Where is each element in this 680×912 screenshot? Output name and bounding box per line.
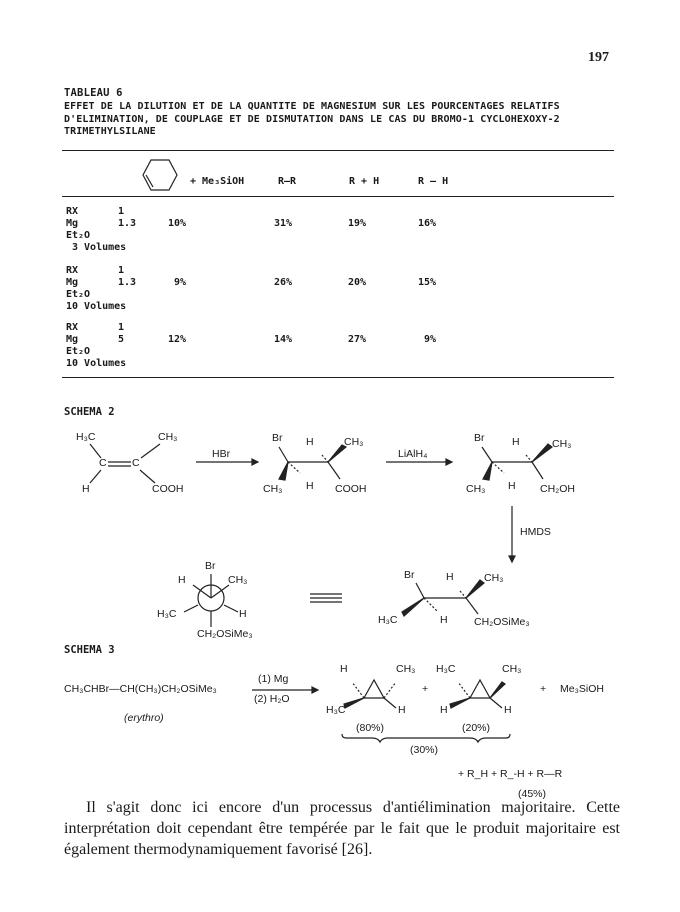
acid-h-top: H: [306, 436, 314, 448]
schema3-byproduct: Me₃SiOH: [560, 683, 604, 695]
alkene-h: H: [82, 483, 90, 495]
row-mg-label: Mg: [66, 218, 79, 229]
row-mg-value: 1.3: [118, 277, 137, 288]
trans-h-bottom: H: [398, 704, 406, 716]
row-r-plus-h: 20%: [348, 277, 367, 288]
newman-h-right: H: [239, 608, 247, 620]
row-volumes: 10 Volumes: [66, 301, 127, 312]
row-coupling: 31%: [274, 218, 293, 229]
reagent-lialh4: LiAlH₄: [398, 448, 428, 460]
alcohol-br: Br: [474, 432, 485, 444]
row-rx-value: 1: [118, 206, 125, 217]
newman-br: Br: [205, 560, 216, 572]
table-title: EFFET DE LA DILUTION ET DE LA QUANTITE DE MAGNESIUM SUR LES POURCENTAGES RELATIFS D'ELIMINATION, DE COUPLAGE ET DE DISMUTATION DANS LE CAS DU BROMO-1 CYCLOHEXOXY-2 TRIMETHYLSILANE: [64, 101, 560, 137]
cis-h-right: H: [504, 704, 512, 716]
schema3-plus-2: +: [540, 683, 547, 695]
alkene-h3c: H₃C: [76, 431, 96, 443]
ether-h-top: H: [446, 571, 454, 583]
alcohol-ch2oh: CH₂OH: [540, 483, 575, 495]
reagent-hbr: HBr: [212, 448, 231, 460]
row-mg-value: 1.3: [118, 218, 137, 229]
row-mg-label: Mg: [66, 277, 79, 288]
alcohol-h-bottom: H: [508, 480, 516, 492]
acid-cooh: COOH: [335, 483, 367, 495]
schema3-step1: (1) Mg: [258, 673, 289, 685]
alcohol-ch3: CH₃: [552, 438, 572, 450]
row-volumes: 10 Volumes: [66, 358, 127, 369]
row-coupling: 26%: [274, 277, 293, 288]
newman-ch3: CH₃: [228, 574, 248, 586]
yield-cyclopropanes: (30%): [410, 744, 439, 756]
acid-ch3-bottom: CH₃: [263, 483, 283, 495]
alkene-c2: C: [132, 457, 140, 469]
acid-br: Br: [272, 432, 283, 444]
row-rx-value: 1: [118, 322, 125, 333]
row-coupling: 14%: [274, 334, 293, 345]
row-elimination: 9%: [174, 277, 187, 288]
newman-h3c: H₃C: [157, 608, 177, 620]
row-rx-label: RX: [66, 265, 79, 276]
row-rx-label: RX: [66, 206, 79, 217]
header-r-minus-h: R — H: [418, 176, 449, 187]
header-coupling: R—R: [278, 176, 297, 187]
header-r-plus-h: R + H: [349, 176, 380, 187]
trans-h3c: H₃C: [326, 704, 346, 716]
trans-h-top: H: [340, 663, 348, 675]
ether-h-bottom: H: [440, 614, 448, 626]
yield-trans: (80%): [356, 722, 385, 734]
row-r-minus-h: 9%: [424, 334, 437, 345]
header-elimination: + Me₃SiOH: [190, 176, 245, 187]
reagent-hmds: HMDS: [520, 526, 551, 538]
row-rx-value: 1: [118, 265, 125, 276]
ether-h3c: H₃C: [378, 614, 398, 626]
cis-h-left: H: [440, 704, 448, 716]
alkene-cooh: COOH: [152, 483, 184, 495]
schema3-reactant: CH₃CHBr—CH(CH₃)CH₂OSiMe₃: [64, 683, 217, 695]
ether-ch2osime3: CH₂OSiMe₃: [474, 616, 530, 628]
row-solvent: Et₂O: [66, 346, 91, 357]
schema3-step2: (2) H₂O: [254, 693, 290, 705]
body-paragraph-text: Il s'agit donc ici encore d'un processus d'antiélimination majoritaire. Cette interprétation doit cependant être tempérée par le fait que le produit majoritaire est également thermodynamiquement favorisé [26].: [64, 799, 620, 858]
row-solvent: Et₂O: [66, 230, 91, 241]
row-r-minus-h: 16%: [418, 218, 437, 229]
yield-cis: (20%): [462, 722, 491, 734]
side-products: + R_H + R_-H + R—R: [458, 768, 563, 780]
row-elimination: 10%: [168, 218, 187, 229]
page-number: 197: [588, 50, 609, 65]
row-rx-label: RX: [66, 322, 79, 333]
row-volumes: 3 Volumes: [72, 242, 127, 253]
alcohol-ch3-bottom: CH₃: [466, 483, 486, 495]
alkene-c1: C: [99, 457, 107, 469]
schema2-label: SCHEMA 2: [64, 406, 115, 418]
row-mg-value: 5: [118, 334, 125, 345]
acid-ch3: CH₃: [344, 436, 364, 448]
row-solvent: Et₂O: [66, 289, 91, 300]
newman-ch2osime3: CH₂OSiMe₃: [197, 628, 253, 640]
schema3-reactant-note: (erythro): [124, 712, 164, 724]
alkene-ch3: CH₃: [158, 431, 178, 443]
row-elimination: 12%: [168, 334, 187, 345]
schema3-label: SCHEMA 3: [64, 644, 115, 656]
schema3-plus: +: [422, 683, 429, 695]
trans-ch3: CH₃: [396, 663, 416, 675]
body-paragraph: [64, 797, 620, 860]
ether-br: Br: [404, 569, 415, 581]
yield-side-products: (45%): [518, 788, 547, 800]
alcohol-h-top: H: [512, 436, 520, 448]
acid-h-bottom: H: [306, 480, 314, 492]
newman-h-left: H: [178, 574, 186, 586]
cis-ch3: CH₃: [502, 663, 522, 675]
row-r-plus-h: 19%: [348, 218, 367, 229]
row-r-plus-h: 27%: [348, 334, 367, 345]
cis-h3c: H₃C: [436, 663, 456, 675]
row-r-minus-h: 15%: [418, 277, 437, 288]
ether-ch3: CH₃: [484, 572, 504, 584]
row-mg-label: Mg: [66, 334, 79, 345]
table-label: TABLEAU 6: [64, 87, 123, 99]
